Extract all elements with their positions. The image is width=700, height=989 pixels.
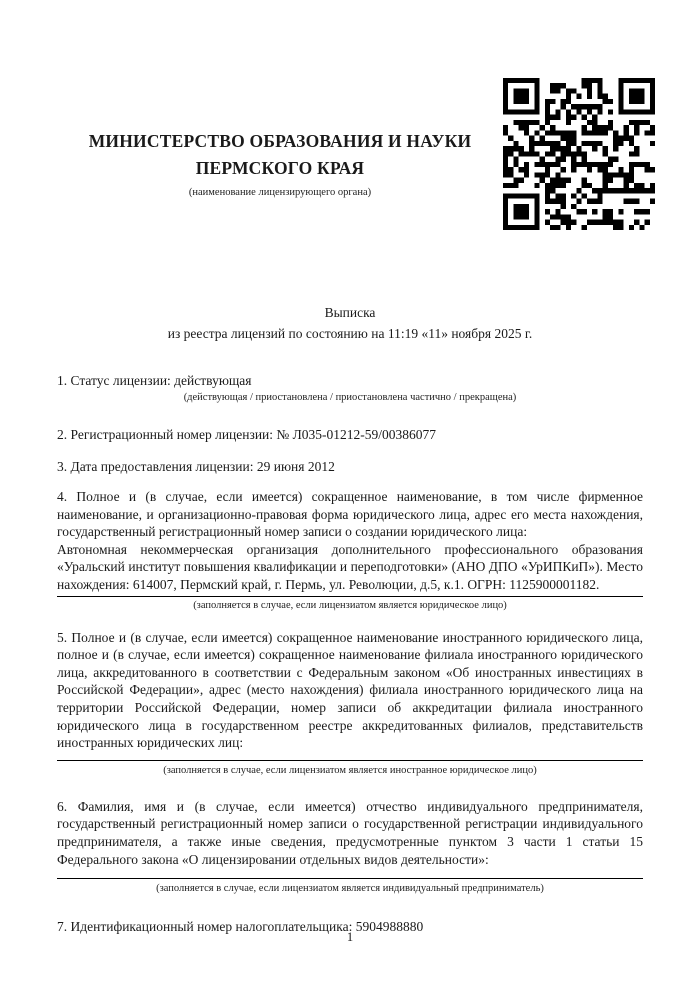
item-1-caption: (действующая / приостановлена / приостановлена частично / прекращена) bbox=[183, 392, 517, 403]
item-5-question: 5. Полное и (в случае, если имеется) сокращенное наименование иностранного юридического лица, полное и (в случае, если имеется) сокращенное наименование филиала иностранного юридического лица, аккредитованного в соответствии с Федеральным законом «Об иностранных инвестициях в Российской Федерации», адрес (место нахождения) филиала иностранного юридического лица на территории Российской Федерации, номер записи об аккредитации филиала иностранного юридического лица в государственном реестре аккредитованных филиалов, представительств иностранных юридических лиц: bbox=[57, 629, 643, 751]
item-4-legal-entity bbox=[57, 488, 643, 613]
item-5-foreign-entity bbox=[57, 629, 643, 778]
document-title bbox=[0, 302, 700, 344]
item-6-individual-entrepreneur bbox=[57, 798, 643, 896]
document-title-line1: Выписка bbox=[324, 305, 376, 320]
page-number: 1 bbox=[346, 930, 354, 944]
document-body bbox=[57, 372, 643, 936]
licensing-authority-header bbox=[55, 128, 505, 200]
fill-in-line bbox=[57, 878, 643, 879]
document-title-line2: из реестра лицензий по состоянию на 11:19 «11» ноября 2025 г. bbox=[167, 326, 533, 341]
item-4-answer: Автономная некоммерческая организация дополнительного профессионального образования «Уральский институт повышения квалификации и переподготовки» (АНО ДПО «УрИПКиП»). Место нахождения: 614007, Пермский край, г. Пермь, ул. Революции, д.5, к.1. ОГРН: 1125900001182. bbox=[57, 541, 643, 592]
ministry-caption: (наименование лицензирующего органа) bbox=[188, 187, 372, 198]
item-7-taxpayer-number: 7. Идентификационный номер налогоплательщика: 5904988880 bbox=[57, 919, 424, 935]
qr-code-icon bbox=[503, 78, 655, 230]
item-3-license-date: 3. Дата предоставления лицензии: 29 июня 2012 bbox=[57, 459, 335, 474]
item-4-question: 4. Полное и (в случае, если имеется) сокращенное наименование, в том числе фирменное наименование, и организационно-правовая форма юридического лица, адрес его места нахождения, государственный регистрационный номер записи о создании юридического лица: bbox=[57, 489, 643, 540]
ministry-name-line2: ПЕРМСКОГО КРАЯ bbox=[195, 158, 365, 178]
item-1-license-status: 1. Статус лицензии: действующая bbox=[57, 373, 252, 388]
item-6-caption: (заполняется в случае, если лицензиатом является индивидуальный предприниматель) bbox=[156, 883, 544, 895]
ministry-name-line1: МИНИСТЕРСТВО ОБРАЗОВАНИЯ И НАУКИ bbox=[88, 131, 472, 151]
fill-in-line bbox=[57, 596, 643, 597]
fill-in-line bbox=[57, 752, 643, 761]
item-6-question: 6. Фамилия, имя и (в случае, если имеется) отчество индивидуального предпринимателя, государственный регистрационный номер записи о государственной регистрации индивидуального предпринимателя, а также иные сведения, предусмотренные пунктом 3 части 1 статьи 15 Федерального закона «О лицензировании отдельных видов деятельности»: bbox=[57, 798, 643, 867]
item-5-caption: (заполняется в случае, если лицензиатом является иностранное юридическое лицо) bbox=[163, 764, 537, 776]
item-4-caption: (заполняется в случае, если лицензиатом является юридическое лицо) bbox=[193, 599, 507, 611]
item-2-registration-number: 2. Регистрационный номер лицензии: № Л035-01212-59/00386077 bbox=[57, 427, 437, 442]
